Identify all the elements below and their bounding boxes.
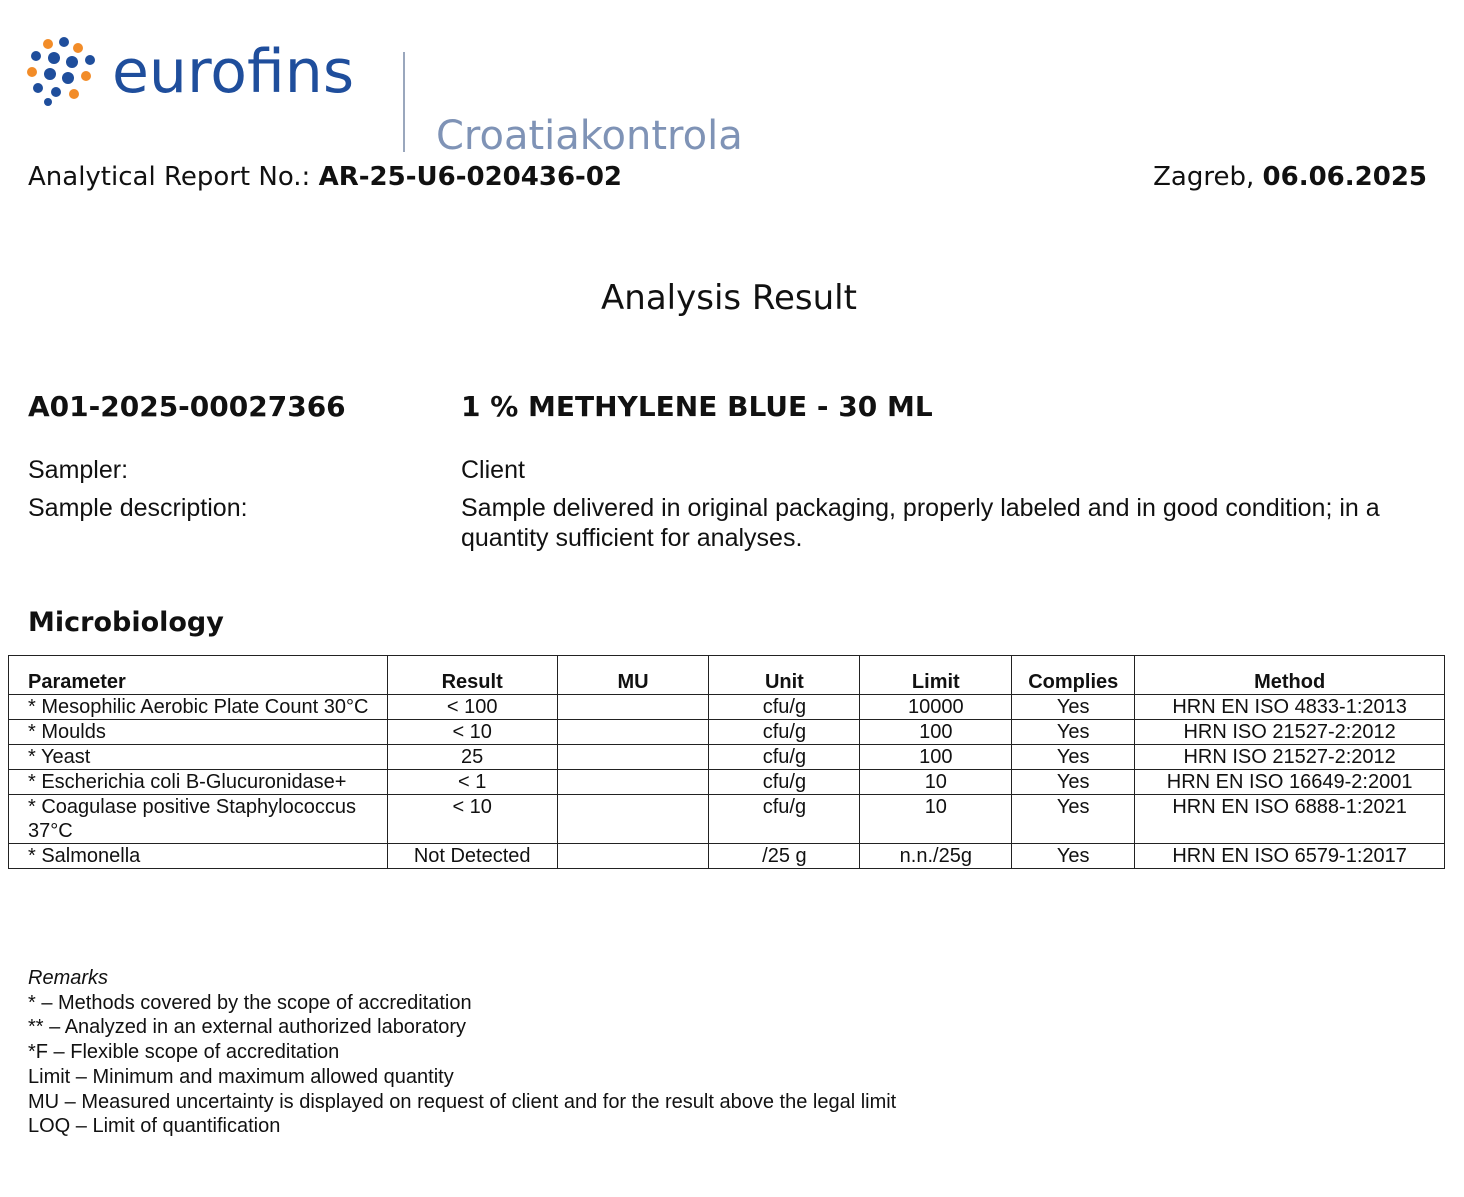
cell-method: HRN ISO 21527-2:2012 — [1135, 720, 1445, 745]
remarks-title: Remarks — [28, 967, 109, 989]
results-table — [8, 655, 1445, 869]
cell-mu — [557, 770, 709, 795]
logo-wordmark: eurofins — [112, 37, 355, 107]
table-row — [9, 695, 1445, 720]
report-number-label: Analytical Report No.: — [28, 162, 319, 192]
cell-limit: n.n./25g — [860, 844, 1012, 869]
remarks-line: Limit – Minimum and maximum allowed quantity — [28, 1065, 454, 1088]
cell-mu — [557, 745, 709, 770]
cell-complies: Yes — [1012, 795, 1135, 844]
logo-subtitle: Croatiakontrola — [436, 113, 743, 159]
cell-parameter: * Yeast — [9, 745, 388, 770]
cell-mu — [557, 695, 709, 720]
cell-unit: cfu/g — [709, 745, 860, 770]
cell-complies: Yes — [1012, 770, 1135, 795]
cell-parameter: * Salmonella — [9, 844, 388, 869]
remarks-section — [28, 966, 896, 1139]
remarks-line: ** – Analyzed in an external authorized laboratory — [28, 1016, 467, 1039]
remarks-line: MU – Measured uncertainty is displayed on request of client and for the result above the legal limit — [28, 1090, 897, 1113]
section-title: Microbiology — [28, 607, 224, 638]
remarks-line: LOQ – Limit of quantification — [28, 1115, 281, 1138]
cell-complies: Yes — [1012, 745, 1135, 770]
sampler-value: Client — [461, 456, 525, 484]
sample-id: A01-2025-00027366 — [28, 390, 346, 423]
cell-method: HRN EN ISO 16649-2:2001 — [1135, 770, 1445, 795]
column-header-mu: MU — [557, 656, 709, 695]
logo-divider — [403, 52, 405, 152]
cell-limit: 10000 — [860, 695, 1012, 720]
cell-parameter: * Mesophilic Aerobic Plate Count 30°C — [9, 695, 388, 720]
cell-result: < 10 — [387, 795, 557, 844]
column-header-unit: Unit — [709, 656, 860, 695]
sample-description-value: Sample delivered in original packaging, properly labeled and in good condition; in a quantity sufficient for analyses. — [461, 494, 1380, 552]
cell-limit: 10 — [860, 770, 1012, 795]
cell-result: Not Detected — [387, 844, 557, 869]
table-row — [9, 745, 1445, 770]
column-header-parameter: Parameter — [9, 656, 388, 695]
sample-name: 1 % METHYLENE BLUE - 30 ML — [461, 390, 933, 423]
cell-result: < 100 — [387, 695, 557, 720]
table-header-row — [9, 656, 1445, 695]
cell-method: HRN EN ISO 6888-1:2021 — [1135, 795, 1445, 844]
cell-complies: Yes — [1012, 844, 1135, 869]
report-number-line — [28, 160, 622, 194]
table-row — [9, 720, 1445, 745]
cell-limit: 100 — [860, 745, 1012, 770]
cell-unit: cfu/g — [709, 770, 860, 795]
cell-mu — [557, 795, 709, 844]
page-title: Analysis Result — [601, 278, 857, 318]
column-header-limit: Limit — [860, 656, 1012, 695]
sampler-label: Sampler: — [28, 456, 129, 484]
cell-complies: Yes — [1012, 720, 1135, 745]
cell-parameter: * Moulds — [9, 720, 388, 745]
cell-method: HRN EN ISO 4833-1:2013 — [1135, 695, 1445, 720]
table-row — [9, 770, 1445, 795]
eurofins-logo-icon — [26, 36, 98, 108]
sample-description-label: Sample description: — [28, 494, 248, 522]
report-date-line — [1153, 160, 1427, 194]
cell-unit: cfu/g — [709, 795, 860, 844]
cell-unit: cfu/g — [709, 720, 860, 745]
table-row — [9, 795, 1445, 844]
remarks-line: *F – Flexible scope of accreditation — [28, 1041, 340, 1064]
cell-result: < 10 — [387, 720, 557, 745]
report-date: 06.06.2025 — [1262, 162, 1427, 192]
remarks-line: * – Methods covered by the scope of accreditation — [28, 991, 472, 1014]
column-header-result: Result — [387, 656, 557, 695]
column-header-complies: Complies — [1012, 656, 1135, 695]
report-city: Zagreb, — [1153, 162, 1263, 192]
cell-limit: 10 — [860, 795, 1012, 844]
cell-limit: 100 — [860, 720, 1012, 745]
cell-mu — [557, 844, 709, 869]
cell-parameter: * Escherichia coli B-Glucuronidase+ — [9, 770, 388, 795]
cell-mu — [557, 720, 709, 745]
column-header-method: Method — [1135, 656, 1445, 695]
cell-parameter: * Coagulase positive Staphylococcus 37°C — [9, 795, 388, 844]
cell-method: HRN ISO 21527-2:2012 — [1135, 745, 1445, 770]
cell-method: HRN EN ISO 6579-1:2017 — [1135, 844, 1445, 869]
table-row — [9, 844, 1445, 869]
report-number: AR-25-U6-020436-02 — [318, 162, 623, 192]
cell-unit: /25 g — [709, 844, 860, 869]
cell-unit: cfu/g — [709, 695, 860, 720]
cell-result: < 1 — [387, 770, 557, 795]
cell-result: 25 — [387, 745, 557, 770]
cell-complies: Yes — [1012, 695, 1135, 720]
